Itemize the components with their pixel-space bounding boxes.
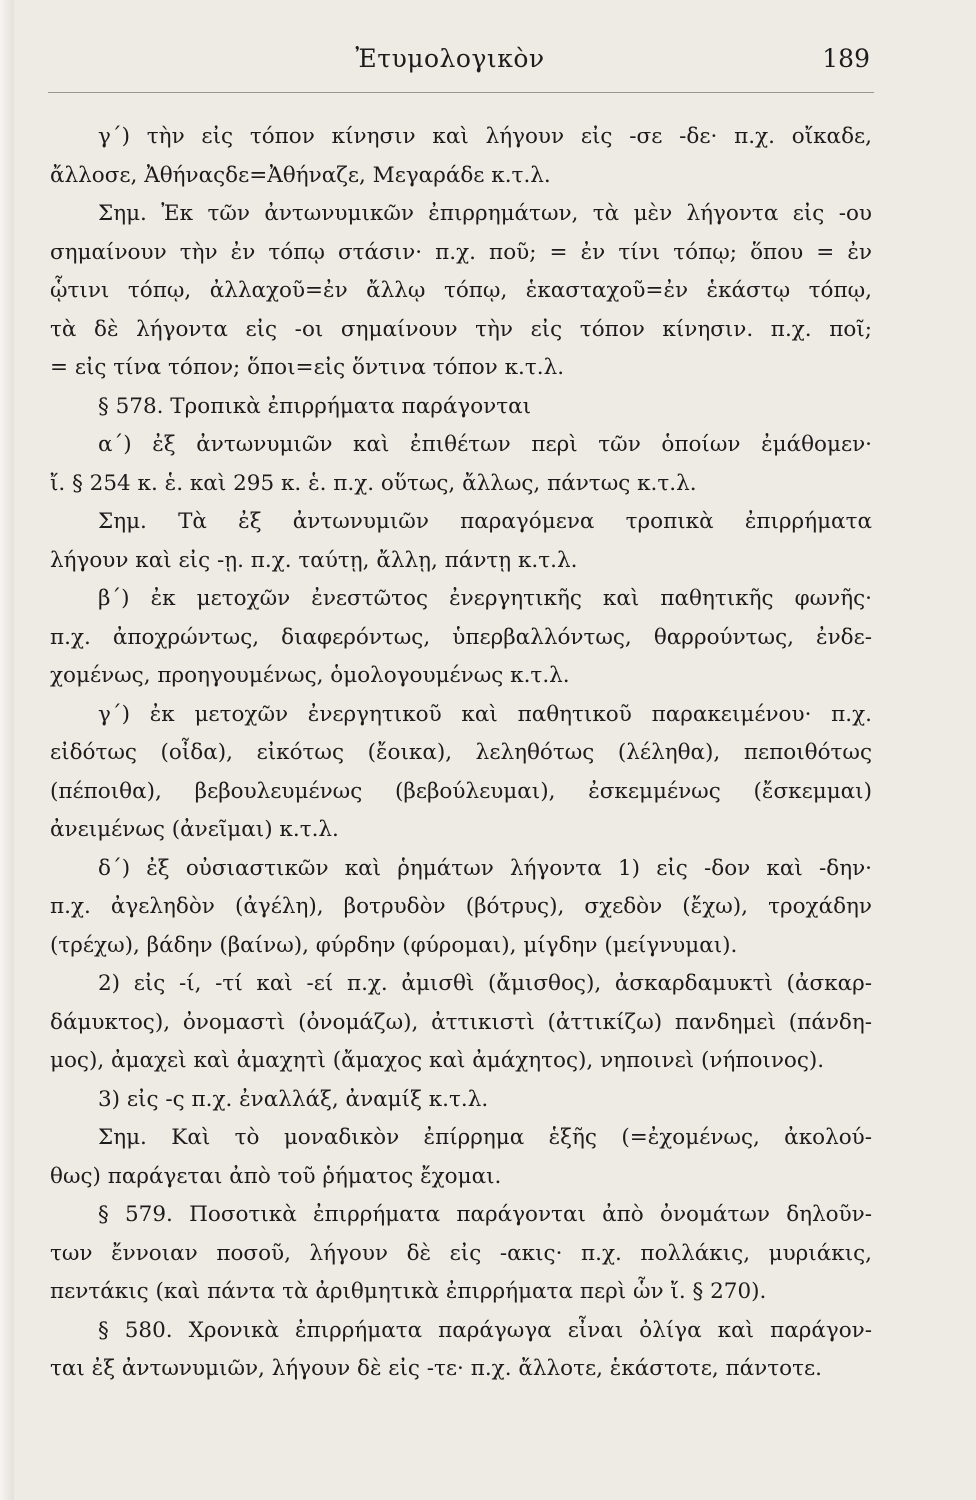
text-line: 3) εἰς -ς π.χ. ἐναλλάξ, ἀναμίξ κ.τ.λ. [98, 1086, 489, 1112]
text-line: ᾧτινι τόπῳ, ἀλλαχοῦ=ἐν ἄλλῳ τόπῳ, ἑκασταχοῦ=ἐν ἑκάστῳ τόπῳ, [50, 278, 872, 303]
text-line: Σημ. Τὰ ἐξ ἀντωνυμιῶν παραγόμενα τροπικὰ ἐπιρρήματα [98, 509, 872, 534]
text-line: γ΄) ἐκ μετοχῶν ἐνεργητικοῦ καὶ παθητικοῦ παρακειμένου· π.χ. [98, 701, 872, 727]
text-line: π.χ. ἀποχρώντως, διαφερόντως, ὑπερβαλλόντως, θαρρούντως, ἐνδε- [50, 624, 872, 650]
text-line: (πέποιθα), βεβουλευμένως (βεβούλευμαι), ἐσκεμμένως (ἔσκεμμαι) [50, 778, 872, 804]
text-body [50, 118, 872, 1389]
text-line: Σημ. Ἐκ τῶν ἀντωνυμικῶν ἐπιρρημάτων, τὰ μὲν λήγοντα εἰς -ου [98, 201, 872, 226]
text-line: χομένως, προηγουμένως, ὁμολογουμένως κ.τ.λ. [50, 663, 570, 688]
page-spine-shadow [0, 0, 14, 1500]
text-line: των ἔννοιαν ποσοῦ, λήγουν δὲ εἰς -ακις· π.χ. πολλάκις, μυριάκις, [50, 1240, 872, 1266]
text-line: § 578. Τροπικὰ ἐπιρρήματα παράγονται [98, 393, 532, 419]
text-line: τὰ δὲ λήγοντα εἰς -οι σημαίνουν τὴν εἰς τόπον κίνησιν. π.χ. ποῖ; [50, 316, 872, 342]
text-line: α΄) ἐξ ἀντωνυμιῶν καὶ ἐπιθέτων περὶ τῶν ὁποίων ἐμάθομεν· [98, 432, 872, 457]
text-line: Σημ. Καὶ τὸ μοναδικὸν ἐπίρρημα ἑξῆς (=ἐχομένως, ἀκολού- [98, 1125, 872, 1150]
text-line: β΄) ἐκ μετοχῶν ἐνεστῶτος ἐνεργητικῆς καὶ παθητικῆς φωνῆς· [98, 586, 872, 611]
text-line: πεντάκις (καὶ πάντα τὰ ἀριθμητικὰ ἐπιρρήματα περὶ ὧν ἴ. § 270). [50, 1279, 767, 1304]
running-title: Ἐτυμολογικὸν [355, 44, 545, 73]
text-line: = εἰς τίνα τόπον; ὅποι=εἰς ὅντινα τόπον κ.τ.λ. [50, 355, 565, 380]
text-line: 2) εἰς -ί, -τί καὶ -εί π.χ. ἀμισθὶ (ἄμισθος), ἀσκαρδαμυκτὶ (ἀσκαρ- [98, 971, 872, 996]
page-header [0, 44, 976, 84]
header-rule [48, 92, 874, 93]
text-line: § 579. Ποσοτικὰ ἐπιρρήματα παράγονται ἀπὸ ὀνομάτων δηλοῦν- [98, 1202, 872, 1227]
text-line: λήγουν καὶ εἰς -ῃ. π.χ. ταύτῃ, ἄλλῃ, πάντῃ κ.τ.λ. [50, 547, 578, 573]
text-line: μος), ἀμαχεὶ καὶ ἀμαχητὶ (ἄμαχος καὶ ἀμάχητος), νηποινεὶ (νήποινος). [50, 1048, 825, 1073]
text-line: (τρέχω), βάδην (βαίνω), φύρδην (φύρομαι), μίγδην (μείγνυμαι). [50, 932, 738, 958]
text-line: ται ἐξ ἀντωνυμιῶν, λήγουν δὲ εἰς -τε· π.χ. ἄλλοτε, ἑκάστοτε, πάντοτε. [50, 1356, 822, 1381]
text-line: γ΄) τὴν εἰς τόπον κίνησιν καὶ λήγουν εἰς -σε -δε· π.χ. οἴκαδε, [98, 124, 872, 149]
text-line: δάμυκτος), ὀνομαστὶ (ὀνομάζω), ἀττικιστὶ (ἀττικίζω) πανδημεὶ (πάνδη- [50, 1009, 872, 1035]
text-line: ἀνειμένως (ἀνεῖμαι) κ.τ.λ. [50, 817, 339, 842]
text-line: δ΄) ἐξ οὐσιαστικῶν καὶ ῥημάτων λήγοντα 1) εἰς -δον καὶ -δην· [98, 855, 872, 881]
text-line: ἴ. § 254 κ. ἑ. καὶ 295 κ. ἑ. π.χ. οὕτως, ἄλλως, πάντως κ.τ.λ. [50, 470, 697, 496]
page-number: 189 [822, 44, 870, 73]
text-line: εἰδότως (οἶδα), εἰκότως (ἔοικα), λεληθότως (λέληθα), πεποιθότως [50, 740, 872, 765]
text-line: ἄλλοσε, Ἀθήναςδε=Ἀθήναζε, Μεγαράδε κ.τ.λ. [50, 162, 551, 188]
text-line: θως) παράγεται ἀπὸ τοῦ ῥήματος ἔχομαι. [50, 1163, 502, 1189]
text-line: § 580. Χρονικὰ ἐπιρρήματα παράγωγα εἶναι ὀλίγα καὶ παράγον- [98, 1317, 872, 1343]
text-line: σημαίνουν τὴν ἐν τόπῳ στάσιν· π.χ. ποῦ; = ἐν τίνι τόπῳ; ὅπου = ἐν [50, 239, 872, 265]
text-line: π.χ. ἀγεληδὸν (ἀγέλη), βοτρυδὸν (βότρυς), σχεδὸν (ἔχω), τροχάδην [50, 894, 872, 919]
